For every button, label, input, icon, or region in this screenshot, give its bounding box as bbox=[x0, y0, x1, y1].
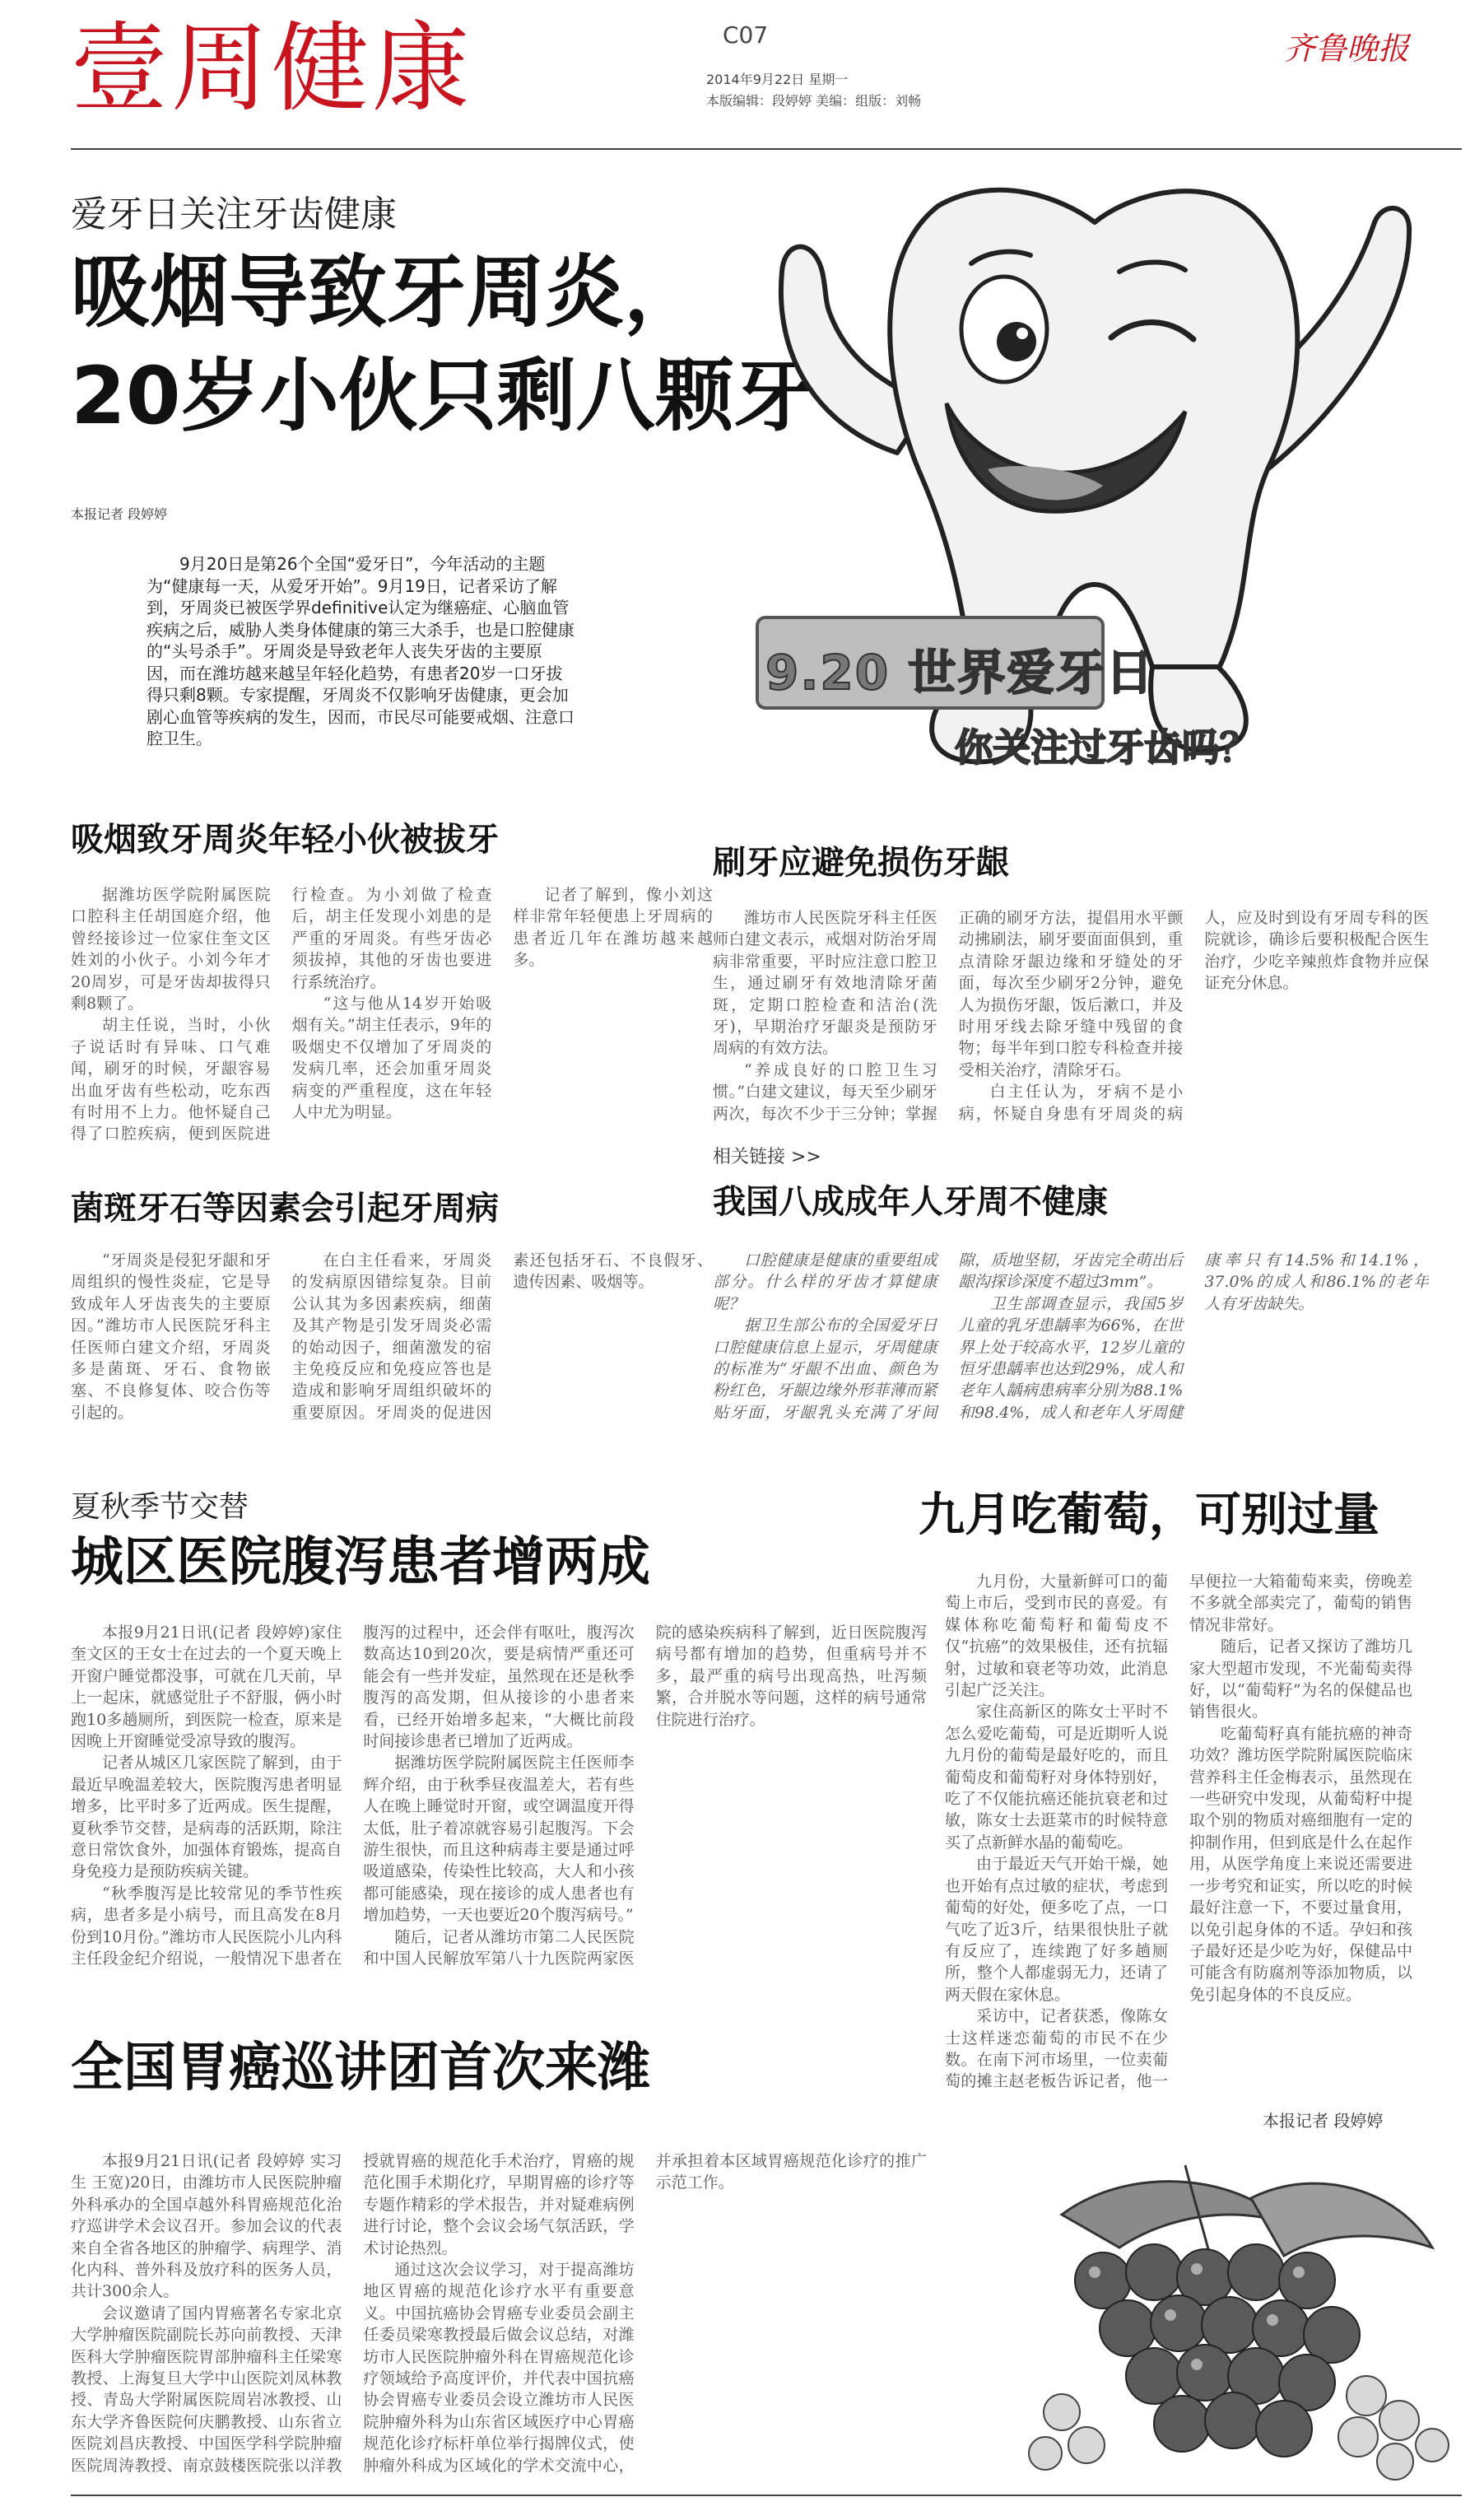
issue-date: 2014年9月22日 星期一 bbox=[706, 72, 849, 87]
lead-headline-line2: 20岁小伙只剩八颗牙 bbox=[71, 350, 813, 442]
cancer-body: 本报9月21日讯(记者 段婷婷 实习生 王宽)20日，由潍坊市人民医院肿瘤外科承办的全国卓越外科胃癌规范化治疗巡讲学术会议召开。参加会议的代表来自全省各地区的肿瘤学、病理学、消化内科、普外科及放疗科的医务人员，共计300余人。 会议邀请了国内胃癌著名专家北京大学肿瘤医院副院长苏向前教授、天津医科大学肿瘤医院胃部肿瘤科主任梁寒教授、上海复旦大学中山医院刘凤林教授、青岛大学附属医院周岩冰教授、山东大学齐鲁医院何庆鹏教授、山东省立医院刘昌庆教授、中国医学科学院肿瘤医院周涛教授、南京鼓楼医院张以洋教授就胃癌的规范化手术治疗，胃癌的规范化围手术期化疗，早期胃癌的诊疗等专题作精彩的学术报告，并对疑难病例进行讨论，整个会议会场气氛活跃，学术讨论热烈。 通过这次会议学习，对于提高潍坊地区胃癌的规范化诊疗水平有重要意义。中国抗癌协会胃癌专业委员会副主任委员梁寒教授最后做会议总结，对潍坊市人民医院肿瘤外科在胃癌规范化诊疗领域给予高度评价，并代表中国抗癌协会胃癌专业委员会设立潍坊市人民医院肿瘤外科为山东省区域医疗中心胃癌规范化诊疗标杆单位举行揭牌仪式，使肿瘤外科成为区域化的学术交流中心，并承担着本区域胃癌规范化诊疗的推广示范工作。 bbox=[71, 2152, 927, 2475]
day-badge-line1: 9.20 世界爱牙日 bbox=[765, 645, 1156, 701]
page-number: C07 bbox=[723, 21, 769, 49]
footer-rule bbox=[71, 2495, 1462, 2496]
diarrhea-kicker: 夏秋季节交替 bbox=[71, 1490, 249, 1524]
related-link-label[interactable]: 相关链接 >> bbox=[713, 1147, 821, 1167]
section-title: 壹周健康 bbox=[71, 12, 473, 125]
grape-headline: 九月吃葡萄，可别过量 bbox=[919, 1488, 1379, 1542]
cancer-headline: 全国胃癌巡讲团首次来潍 bbox=[71, 2038, 650, 2099]
lead-headline-line1: 吸烟导致牙周炎， bbox=[71, 246, 703, 338]
related-body: 口腔健康是健康的重要组成部分。什么样的牙齿才算健康呢？ 据卫生部公布的全国爱牙日口腔健康信息上显示，牙周健康的标准为“牙龈不出血、颜色为粉红色，牙龈边缘外形菲薄而紧贴牙面，牙龈乳头充满了牙间隙，质地坚韧，牙齿完全萌出后龈沟探诊深度不超过3mm”。 卫生部调查显示，我国5岁儿童的乳牙患龋率为66%，在世界上处于较高水平，12岁儿童的恒牙患龋率也达到29%，成人和老年人龋病患病率分别为88.1%和98.4%，成人和老年人牙周健康率只有14.5%和14.1%，37.0%的成人和86.1%的老年人有牙齿缺失。 bbox=[713, 1251, 1429, 1422]
diarrhea-headline: 城区医院腹泻患者增两成 bbox=[71, 1532, 650, 1593]
section2-body: 潍坊市人民医院牙科主任医师白建文表示，戒烟对防治牙周病非常重要，平时应注意口腔卫生，通过刷牙有效地清除牙菌斑，定期口腔检查和洁治(洗牙)，早期治疗牙龈炎是预防牙周病的有效方法。 “养成良好的口腔卫生习惯。”白建文建议，每天至少刷牙两次，每次不少于三分钟；掌握正确的刷牙方法，提倡用水平颤动拂刷法，刷牙要面面俱到，重点清除牙龈边缘和牙缝处的牙面，每次至少刷牙2分钟，避免人为损伤牙龈，饭后漱口，并及时用牙线去除牙缝中残留的食物；每半年到口腔专科检查并接受相关治疗，清除牙石。 白主任认为，牙病不是小病，怀疑自身患有牙周炎的病人，应及时到设有牙周专科的医院就诊，确诊后要积极配合医生治疗，少吃辛辣煎炸食物并应保证充分休息。 bbox=[713, 909, 1429, 1123]
lead-byline: 本报记者 段婷婷 bbox=[71, 506, 168, 522]
masthead-rule bbox=[71, 148, 1462, 150]
related-headline: 我国八成成年人牙周不健康 bbox=[713, 1183, 1108, 1221]
section2-headline: 刷牙应避免损伤牙龈 bbox=[713, 844, 1009, 882]
grape-illustration bbox=[938, 2149, 1465, 2495]
day-badge-line2: 你关注过牙齿吗？ bbox=[955, 725, 1258, 770]
section1-body: 据潍坊医学院附属医院口腔科主任胡国庭介绍，他曾经接诊过一位家住奎文区姓刘的小伙子。小刘今年才20周岁，可是牙齿却拔得只剩8颗了。 胡主任说，当时，小伙子说话时有异味、口气难闻，刷牙的时候，牙龈容易出血牙齿有些松动，吃东西有时用不上力。他怀疑自己得了口腔疾病，便到医院进行检查。为小刘做了检查后，胡主任发现小刘患的是严重的牙周炎。有些牙齿必须拔掉，其他的牙齿也要进行系统治疗。 “这与他从14岁开始吸烟有关。”胡主任表示，9年的吸烟史不仅增加了牙周炎的发病几率，还会加重牙周炎病变的严重程度，这在年轻人中尤为明显。 记者了解到，像小刘这样非常年轻便患上牙周病的患者近几年在潍坊越来越多。 bbox=[71, 886, 713, 1144]
section3-headline: 菌斑牙石等因素会引起牙周病 bbox=[71, 1190, 499, 1228]
lead-kicker: 爱牙日关注牙齿健康 bbox=[71, 193, 397, 235]
section1-headline: 吸烟致牙周炎年轻小伙被拔牙 bbox=[71, 821, 499, 859]
grape-byline: 本报记者 段婷婷 bbox=[1263, 2111, 1384, 2131]
paper-logo: 齐鲁晚报 bbox=[1284, 30, 1410, 67]
grape-body: 九月份，大量新鲜可口的葡萄上市后，受到市民的喜爱。有媒体称吃葡萄籽和葡萄皮不仅“抗癌”的效果极佳，还有抗辐射，过敏和衰老等功效，此消息引起广泛关注。 家住高新区的陈女士平时不怎么爱吃葡萄，可是近期听人说九月份的葡萄是最好吃的，而且葡萄皮和葡萄籽对身体特别好，吃了不仅能抗癌还能抗衰老和过敏，陈女士去逛菜市的时候特意买了点新鲜水晶的葡萄吃。 由于最近天气开始干燥，她也开始有点过敏的症状，考虑到葡萄的好处，便多吃了点，一口气吃了近3斤，结果很快肚子就有反应了，连续跑了好多趟厕所，整个人都虚弱无力，还请了两天假在家休息。 采访中，记者获悉，像陈女士这样迷恋葡萄的市民不在少数。在南下河市场里，一位卖葡萄的摊主赵老板告诉记者，他一早便拉一大箱葡萄来卖，傍晚差不多就全部卖完了，葡萄的销售情况非常好。 随后，记者又探访了潍坊几家大型超市发现，不光葡萄卖得好，以“葡萄籽”为名的保健品也销售很火。 吃葡萄籽真有能抗癌的神奇功效？潍坊医学院附属医院临床营养科主任金梅表示，虽然现在一些研究中发现，从葡萄籽中提取个别的物质对癌细胞有一定的抑制作用，但到底是什么在起作用，从医学角度上来说还需要进一步考究和证实，所以吃的时候最好注意一下，不要过量食用，以免引起身体的不适。孕妇和孩子最好还是少吃为好，保健品中可能含有防腐剂等添加物质，以免引起身体的不良反应。 bbox=[945, 1572, 1412, 2091]
tooth-mascot-illustration bbox=[724, 156, 1449, 815]
diarrhea-body: 本报9月21日讯(记者 段婷婷)家住奎文区的王女士在过去的一个夏天晚上开窗户睡觉都没事，可就在几天前，早上一起床，就感觉肚子不舒服，俩小时跑10多趟厕所，到医院一检查，原来是因晚上开窗睡觉受凉导致的腹泻。 记者从城区几家医院了解到，由于最近早晚温差较大，医院腹泻患者明显增多，比平时多了近两成。医生提醒，夏秋季节交替，是病毒的活跃期，除注意日常饮食外，加强体育锻炼，提高自身免疫力是预防疾病关键。 “秋季腹泻是比较常见的季节性疾病，患者多是小病号，而且高发在8月份到10月份。”潍坊市人民医院小儿内科主任段金纪介绍说，一般情况下患者在腹泻的过程中，还会伴有呕吐，腹泻次数高达10到20次，要是病情严重还可能会有一些并发症，虽然现在还是秋季腹泻的高发期，但从接诊的小患者来看，已经开始增多起来，“大概比前段时间接诊患者已增加了近两成。 据潍坊医学院附属医院主任医师李辉介绍，由于秋季昼夜温差大，若有些人在晚上睡觉时开窗，或空调温度开得太低，肚子着凉就容易引起腹泻。下会游生很快，而且这种病毒主要是通过呼吸道感染，传染性比较高，大人和小孩都可能感染，现在接诊的成人患者也有增加趋势，一天也要近20个腹泻病号。” 随后，记者从潍坊市第二人民医院和中国人民解放军第八十九医院两家医院的感染疾病科了解到，近日医院腹泻病号都有增加的趋势，但重病号并不多，最严重的病号出现高热，吐泻频繁，合并脱水等问题，这样的病号通常住院进行治疗。 bbox=[71, 1624, 927, 1968]
page-editors: 本版编辑：段婷婷 美编：组版：刘畅 bbox=[706, 93, 922, 109]
lead-intro: 9月20日是第26个全国“爱牙日”，今年活动的主题为“健康每一天，从爱牙开始”。9月19日，记者采访了解到，牙周炎已被医学界definitive认定为继癌症、心脑血管疾病之后，威胁人类身体健康的第三大杀手，也是口腔健康的“头号杀手”。牙周炎是导致老年人丧失牙齿的主要原因，而在潍坊越来越呈年轻化趋势，有患者20岁一口牙拔得只剩8颗。专家提醒，牙周炎不仅影响牙齿健康，更会加剧心血管等疾病的发生，因而，市民尽可能要戒烟、注意口腔卫生。 bbox=[147, 554, 575, 748]
section3-body: “牙周炎是侵犯牙龈和牙周组织的慢性炎症，它是导致成年人牙齿丧失的主要原因。”潍坊市人民医院牙科主任医师白建文介绍，牙周炎多是菌斑、牙石、食物嵌塞、不良修复体、咬合伤等引起的。 在白主任看来，牙周炎的发病原因错综复杂。目前公认其为多因素疾病，细菌及其产物是引发牙周炎必需的始动因子，细菌激发的宿主免疫反应和免疫应答也是造成和影响牙周组织破坏的重要原因。牙周炎的促进因素还包括牙石、不良假牙、遗传因素、吸烟等。 bbox=[71, 1251, 713, 1422]
